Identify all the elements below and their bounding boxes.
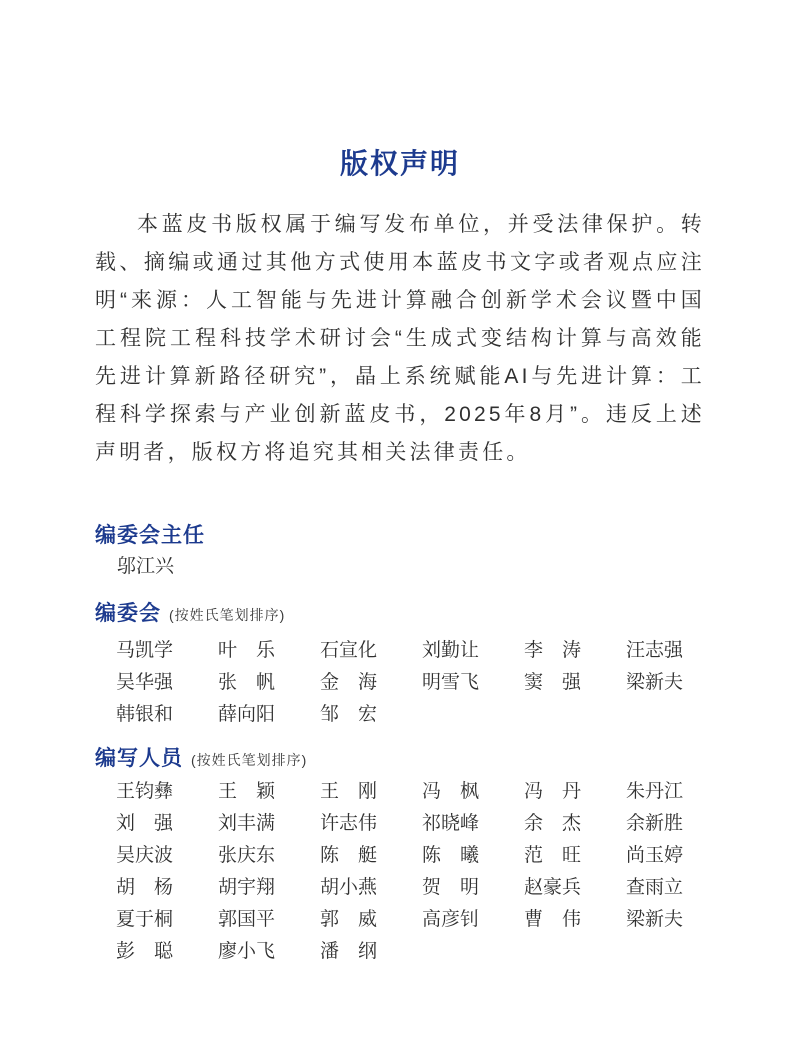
member-name: 陈 曦 — [422, 845, 480, 867]
chair-heading-label: 编委会主任 — [95, 524, 205, 548]
member-name: 薛向阳 — [218, 704, 276, 726]
member-name: 赵豪兵 — [524, 877, 582, 899]
writers-heading-label: 编写人员 — [95, 747, 183, 771]
member-name: 许志伟 — [320, 813, 378, 835]
member-name: 马凯学 — [116, 640, 174, 662]
member-name: 石宣化 — [320, 640, 378, 662]
section-editorial-committee — [95, 602, 705, 731]
committee-heading-label: 编委会 — [95, 602, 161, 626]
member-name: 刘丰满 — [218, 813, 276, 835]
copyright-paragraph: 本蓝皮书版权属于编写发布单位，并受法律保护。转载、摘编或通过其他方式使用本蓝皮书文字或者观点应注明“来源：人工智能与先进计算融合创新学术会议暨中国工程院工程科技学术研讨会“生成式变结构计算与高效能先进计算新路径研究”，晶上系统赋能AI与先进计算：工程科学探索与产业创新蓝皮书，2025年8月”。违反上述声明者，版权方将追究其相关法律责任。 — [95, 213, 705, 465]
member-name: 曹 伟 — [524, 909, 582, 931]
page-title: 版权声明 — [339, 148, 460, 179]
member-name: 李 涛 — [524, 640, 582, 662]
member-name: 王钧彝 — [116, 781, 174, 803]
section-committee-chair — [95, 524, 705, 578]
committee-heading — [95, 602, 705, 625]
member-name: 查雨立 — [626, 877, 684, 899]
member-name: 梁新夫 — [626, 909, 684, 931]
member-name: 胡宇翔 — [218, 877, 276, 899]
member-name: 张 帆 — [218, 672, 276, 694]
member-name: 夏于桐 — [116, 909, 174, 931]
member-name: 吴庆波 — [116, 845, 174, 867]
member-name: 郭 威 — [320, 909, 378, 931]
chair-name: 邬江兴 — [117, 556, 175, 578]
member-name: 叶 乐 — [218, 640, 276, 662]
member-name: 范 旺 — [524, 845, 582, 867]
member-name: 余新胜 — [626, 813, 684, 835]
member-name: 彭 聪 — [116, 941, 174, 963]
member-name: 窦 强 — [524, 672, 582, 694]
member-name: 郭国平 — [218, 909, 276, 931]
member-name: 贺 明 — [422, 877, 480, 899]
member-name: 邹 宏 — [320, 704, 378, 726]
member-name: 胡小燕 — [320, 877, 378, 899]
member-name: 胡 杨 — [116, 877, 174, 899]
member-name: 明雪飞 — [422, 672, 480, 694]
committee-names-grid — [116, 635, 705, 731]
writers-names-grid — [116, 776, 705, 968]
member-name: 王 颖 — [218, 781, 276, 803]
member-name: 陈 艇 — [320, 845, 378, 867]
member-name: 刘勤让 — [422, 640, 480, 662]
member-name: 刘 强 — [116, 813, 174, 835]
member-name: 高彦钊 — [422, 909, 480, 931]
member-name: 汪志强 — [626, 640, 684, 662]
writers-heading — [95, 747, 705, 770]
member-name: 廖小飞 — [218, 941, 276, 963]
member-name: 余 杰 — [524, 813, 582, 835]
member-name: 朱丹江 — [626, 781, 684, 803]
member-name: 尚玉婷 — [626, 845, 684, 867]
member-name: 吴华强 — [116, 672, 174, 694]
member-name: 梁新夫 — [626, 672, 684, 694]
member-name: 王 刚 — [320, 781, 378, 803]
member-name: 金 海 — [320, 672, 378, 694]
member-name: 张庆东 — [218, 845, 276, 867]
member-name: 韩银和 — [116, 704, 174, 726]
member-name: 祁晓峰 — [422, 813, 480, 835]
member-name: 潘 纲 — [320, 941, 378, 963]
committee-sort-note: (按姓氏笔划排序) — [169, 607, 286, 624]
chair-heading — [95, 524, 705, 547]
member-name: 冯 丹 — [524, 781, 582, 803]
member-name: 冯 枫 — [422, 781, 480, 803]
writers-sort-note: (按姓氏笔划排序) — [191, 752, 308, 769]
section-writers — [95, 747, 705, 968]
